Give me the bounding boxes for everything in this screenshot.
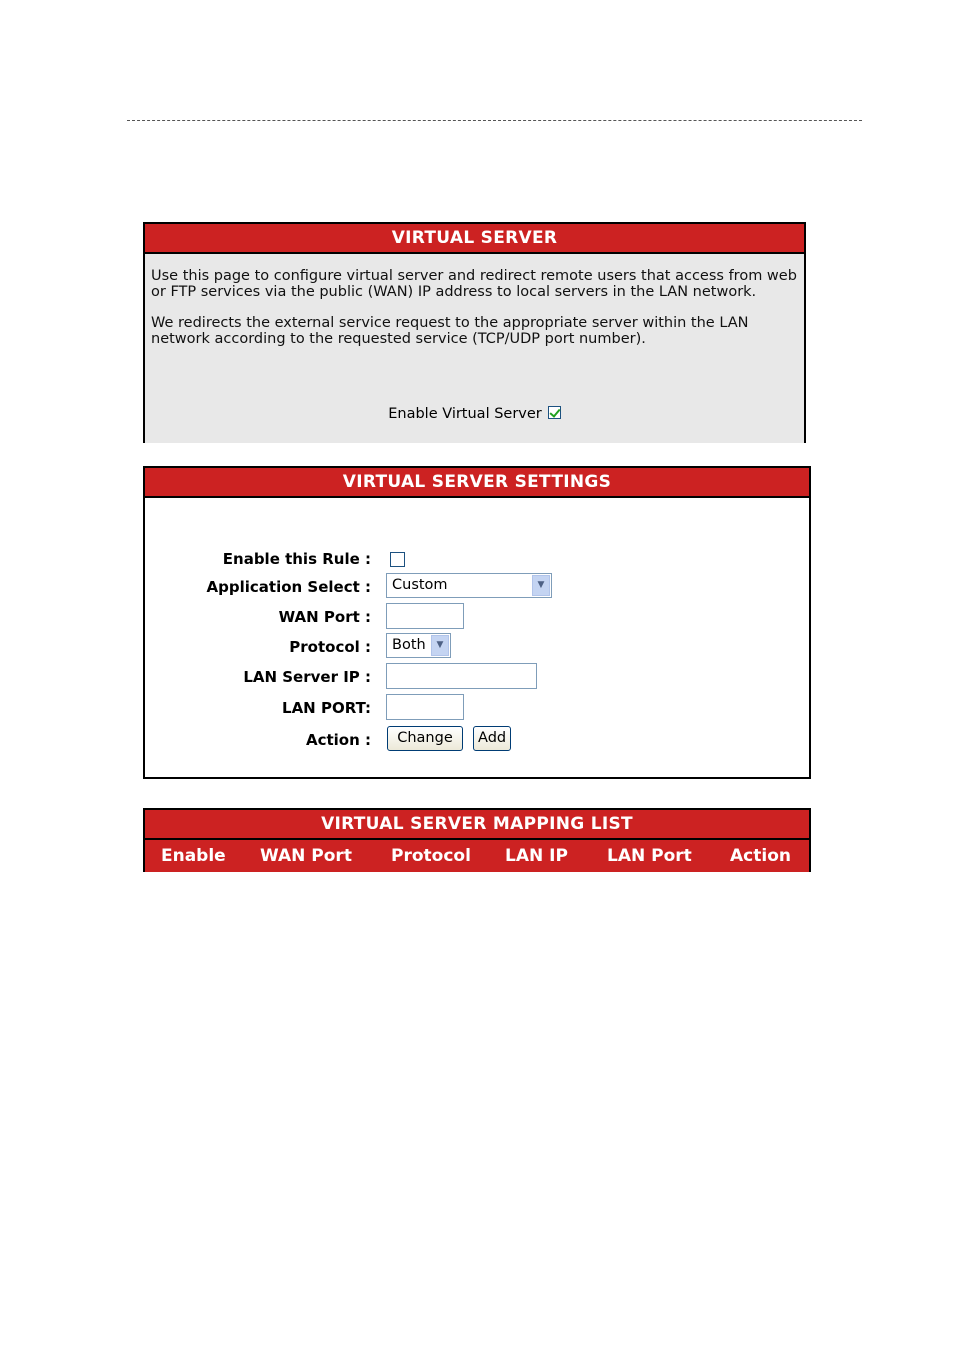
column-header-wan-port: WAN Port <box>260 846 352 866</box>
wan-port-row <box>145 603 809 629</box>
virtual-server-panel <box>143 222 806 443</box>
chevron-down-icon[interactable]: ▼ <box>431 635 449 656</box>
description-paragraph-2: We redirects the external service request to the appropriate server within the LAN network according to the requested service (TCP/UDP port number). <box>151 315 749 347</box>
wan-port-input[interactable] <box>386 603 464 629</box>
wan-port-label: WAN Port : <box>278 608 371 626</box>
application-select-label: Application Select : <box>206 578 371 596</box>
lan-port-row <box>145 694 809 720</box>
lan-server-ip-label: LAN Server IP : <box>243 668 371 686</box>
description-paragraph-1: Use this page to configure virtual server and redirect remote users that access from web or FTP services via the public (WAN) IP address to local servers in the LAN network. <box>151 268 797 300</box>
protocol-value: Both <box>392 637 426 653</box>
add-button[interactable]: Add <box>473 726 511 751</box>
enable-rule-label: Enable this Rule : <box>222 550 371 568</box>
enable-rule-row <box>145 546 809 572</box>
enable-virtual-server-checkbox[interactable] <box>548 406 561 419</box>
application-select-row <box>145 573 809 599</box>
enable-virtual-server-label: Enable Virtual Server <box>388 406 542 422</box>
application-select-dropdown[interactable] <box>386 573 552 598</box>
chevron-down-icon[interactable]: ▼ <box>532 575 550 596</box>
lan-port-input[interactable] <box>386 694 464 720</box>
mapping-list-header-row <box>145 840 809 872</box>
lan-server-ip-row <box>145 663 809 689</box>
virtual-server-settings-title: VIRTUAL SERVER SETTINGS <box>145 468 809 498</box>
change-button[interactable]: Change <box>387 726 463 751</box>
action-label: Action : <box>305 731 371 749</box>
lan-port-label: LAN PORT: <box>282 699 371 717</box>
virtual-server-title: VIRTUAL SERVER <box>145 224 804 254</box>
column-header-lan-port: LAN Port <box>607 846 692 866</box>
enable-virtual-server-row <box>145 406 804 422</box>
protocol-dropdown[interactable] <box>386 633 451 658</box>
virtual-server-settings-panel <box>143 466 811 779</box>
column-header-protocol: Protocol <box>391 846 471 866</box>
lan-server-ip-input[interactable] <box>386 663 537 689</box>
top-dashed-divider <box>127 120 862 121</box>
enable-rule-checkbox[interactable] <box>390 552 405 567</box>
protocol-row <box>145 633 809 659</box>
column-header-action: Action <box>730 846 791 866</box>
protocol-label: Protocol : <box>289 638 371 656</box>
mapping-list-title: VIRTUAL SERVER MAPPING LIST <box>145 810 809 840</box>
column-header-enable: Enable <box>161 846 226 866</box>
application-select-value: Custom <box>392 577 448 593</box>
action-row <box>145 726 809 752</box>
column-header-lan-ip: LAN IP <box>505 846 568 866</box>
virtual-server-mapping-list-panel <box>143 808 811 872</box>
